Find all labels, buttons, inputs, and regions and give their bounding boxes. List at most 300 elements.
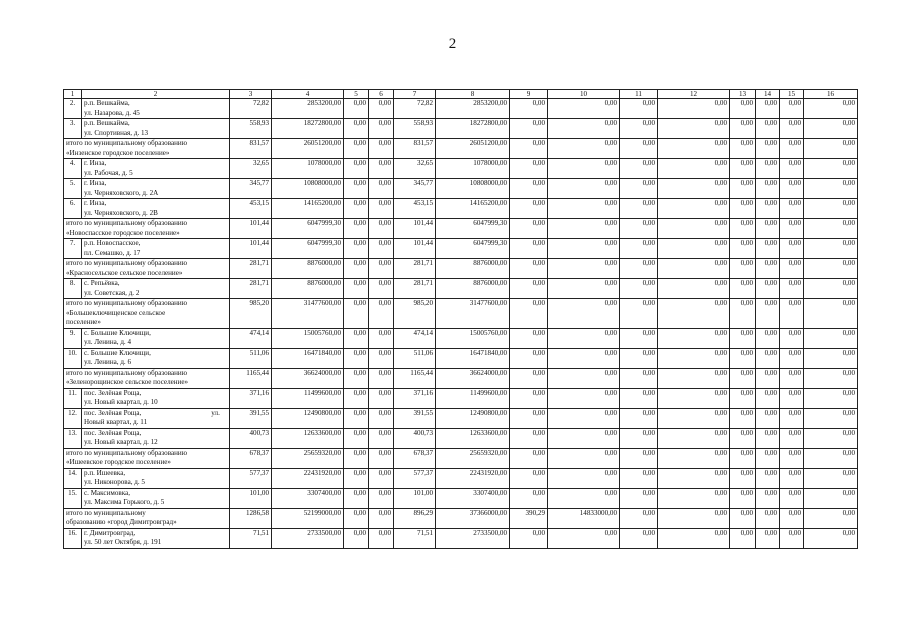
value-cell: 1078000,00 xyxy=(272,159,344,179)
value-cell: 0,00 xyxy=(344,199,369,219)
address-line: г. Инза, xyxy=(84,179,107,187)
value-cell: 0,00 xyxy=(804,388,858,408)
value-cell: 0,00 xyxy=(658,259,730,279)
value-cell: 0,00 xyxy=(804,279,858,299)
value-cell: 0,00 xyxy=(756,179,780,199)
column-number: 14 xyxy=(756,90,780,99)
address-line: с. Репьёвка, xyxy=(84,279,120,287)
value-cell: 0,00 xyxy=(804,299,858,329)
value-cell: 0,00 xyxy=(730,119,756,139)
label-line: «Большеключищенское сельское xyxy=(66,308,166,317)
value-cell: 0,00 xyxy=(658,408,730,428)
label-line: итого по муниципальному образованию xyxy=(66,259,187,267)
value-cell: 391,55 xyxy=(394,408,436,428)
value-cell: 0,00 xyxy=(804,159,858,179)
value-cell: 896,29 xyxy=(394,508,436,528)
value-cell: 0,00 xyxy=(344,508,369,528)
row-number: 7. xyxy=(64,239,82,259)
table-row xyxy=(64,239,858,259)
value-cell: 345,77 xyxy=(230,179,272,199)
value-cell: 558,93 xyxy=(394,119,436,139)
value-cell: 0,00 xyxy=(756,139,780,159)
value-cell: 36624000,00 xyxy=(436,368,510,388)
value-cell: 0,00 xyxy=(510,279,548,299)
address-line: ул. Черняховского, д. 2А xyxy=(84,188,159,197)
value-cell: 0,00 xyxy=(756,259,780,279)
value-cell: 0,00 xyxy=(510,408,548,428)
column-number: 3 xyxy=(230,90,272,99)
municipality-subtotal-label xyxy=(64,219,230,239)
value-cell: 453,15 xyxy=(394,199,436,219)
value-cell: 0,00 xyxy=(804,199,858,219)
value-cell: 0,00 xyxy=(756,279,780,299)
subtotal-row xyxy=(64,508,858,528)
value-cell: 0,00 xyxy=(804,119,858,139)
column-number: 6 xyxy=(369,90,394,99)
value-cell: 6047999,30 xyxy=(272,239,344,259)
value-cell: 0,00 xyxy=(548,368,620,388)
value-cell: 400,73 xyxy=(394,428,436,448)
value-cell: 0,00 xyxy=(344,468,369,488)
value-cell: 14833000,00 xyxy=(548,508,620,528)
value-cell: 558,93 xyxy=(230,119,272,139)
value-cell: 0,00 xyxy=(344,179,369,199)
value-cell: 0,00 xyxy=(510,348,548,368)
value-cell: 31477600,00 xyxy=(272,299,344,329)
value-cell: 0,00 xyxy=(369,348,394,368)
value-cell: 14165200,00 xyxy=(436,199,510,219)
value-cell: 18272800,00 xyxy=(272,119,344,139)
value-cell: 0,00 xyxy=(548,328,620,348)
address-line: ул. Максима Горького, д. 5 xyxy=(84,498,165,506)
value-cell: 0,00 xyxy=(780,139,804,159)
value-cell: 0,00 xyxy=(510,259,548,279)
subtotal-row xyxy=(64,368,858,388)
value-cell: 0,00 xyxy=(730,468,756,488)
value-cell: 0,00 xyxy=(780,468,804,488)
address-line: р.п. Ишеевка, xyxy=(84,468,126,477)
address-line: г. Инза, xyxy=(84,199,107,207)
value-cell: 18272800,00 xyxy=(436,119,510,139)
value-cell: 0,00 xyxy=(344,528,369,548)
value-cell: 0,00 xyxy=(620,368,658,388)
value-cell: 0,00 xyxy=(369,428,394,448)
municipality-subtotal-label xyxy=(64,368,230,388)
row-number: 2. xyxy=(64,99,82,119)
value-cell: 0,00 xyxy=(369,219,394,239)
value-cell: 0,00 xyxy=(756,528,780,548)
label-line: итого по муниципальному образованию xyxy=(66,448,187,457)
value-cell: 0,00 xyxy=(658,528,730,548)
value-cell: 0,00 xyxy=(780,388,804,408)
value-cell: 0,00 xyxy=(510,468,548,488)
value-cell: 0,00 xyxy=(756,299,780,329)
value-cell: 0,00 xyxy=(548,99,620,119)
table-row xyxy=(64,179,858,199)
value-cell: 1078000,00 xyxy=(436,159,510,179)
value-cell: 281,71 xyxy=(394,259,436,279)
value-cell: 0,00 xyxy=(620,279,658,299)
table-row xyxy=(64,199,858,219)
value-cell: 0,00 xyxy=(780,408,804,428)
table-row xyxy=(64,468,858,488)
value-cell: 0,00 xyxy=(730,239,756,259)
value-cell: 0,00 xyxy=(756,428,780,448)
value-cell: 15005760,00 xyxy=(436,328,510,348)
value-cell: 0,00 xyxy=(780,528,804,548)
value-cell: 678,37 xyxy=(394,448,436,468)
value-cell: 0,00 xyxy=(369,508,394,528)
municipality-subtotal-label xyxy=(64,508,230,528)
value-cell: 6047999,30 xyxy=(436,239,510,259)
table-row xyxy=(64,528,858,548)
value-cell: 11499600,00 xyxy=(272,388,344,408)
value-cell: 0,00 xyxy=(344,368,369,388)
value-cell: 0,00 xyxy=(510,388,548,408)
value-cell: 0,00 xyxy=(780,179,804,199)
value-cell: 0,00 xyxy=(756,468,780,488)
value-cell: 0,00 xyxy=(804,368,858,388)
value-cell: 0,00 xyxy=(730,279,756,299)
label-line: итого по муниципальному образованию xyxy=(66,299,187,307)
value-cell: 0,00 xyxy=(548,468,620,488)
address-line: ул. Черняховского, д. 2В xyxy=(84,208,158,217)
value-cell: 0,00 xyxy=(658,219,730,239)
value-cell: 32,65 xyxy=(230,159,272,179)
value-cell: 0,00 xyxy=(804,468,858,488)
value-cell: 0,00 xyxy=(658,199,730,219)
value-cell: 0,00 xyxy=(548,259,620,279)
value-cell: 101,44 xyxy=(394,239,436,259)
value-cell: 0,00 xyxy=(658,119,730,139)
row-number: 14. xyxy=(64,468,82,488)
value-cell: 8876000,00 xyxy=(272,259,344,279)
value-cell: 345,77 xyxy=(394,179,436,199)
address-line: ул. Ленина, д. 4 xyxy=(84,338,132,346)
address-line: ул. Новый квартал, д. 12 xyxy=(84,438,158,446)
value-cell: 0,00 xyxy=(369,408,394,428)
value-cell: 0,00 xyxy=(730,259,756,279)
value-cell: 0,00 xyxy=(510,448,548,468)
value-cell: 0,00 xyxy=(510,528,548,548)
label-line: итого по муниципальному образованию xyxy=(66,139,187,147)
value-cell: 0,00 xyxy=(658,279,730,299)
address-cell xyxy=(82,468,230,488)
page-number: 2 xyxy=(448,36,457,52)
value-cell: 0,00 xyxy=(780,239,804,259)
value-cell: 0,00 xyxy=(756,99,780,119)
value-cell: 0,00 xyxy=(548,179,620,199)
value-cell: 0,00 xyxy=(620,448,658,468)
value-cell: 0,00 xyxy=(658,368,730,388)
row-number: 15. xyxy=(64,488,82,508)
value-cell: 2733500,00 xyxy=(272,528,344,548)
value-cell: 0,00 xyxy=(510,368,548,388)
value-cell: 0,00 xyxy=(369,259,394,279)
value-cell: 101,44 xyxy=(230,239,272,259)
value-cell: 0,00 xyxy=(620,259,658,279)
value-cell: 0,00 xyxy=(510,99,548,119)
municipality-subtotal-label xyxy=(64,139,230,159)
value-cell: 0,00 xyxy=(344,139,369,159)
value-cell: 0,00 xyxy=(780,259,804,279)
value-cell: 72,82 xyxy=(394,99,436,119)
value-cell: 0,00 xyxy=(620,508,658,528)
address-line: р.п. Вешкайма, xyxy=(84,119,130,127)
value-cell: 0,00 xyxy=(369,488,394,508)
value-cell: 0,00 xyxy=(730,388,756,408)
column-number: 1 xyxy=(64,90,82,99)
value-cell: 0,00 xyxy=(369,119,394,139)
value-cell: 0,00 xyxy=(344,448,369,468)
value-cell: 0,00 xyxy=(804,219,858,239)
value-cell: 0,00 xyxy=(804,139,858,159)
value-cell: 22431920,00 xyxy=(272,468,344,488)
value-cell: 0,00 xyxy=(780,279,804,299)
address-cell xyxy=(82,528,230,548)
value-cell: 0,00 xyxy=(804,528,858,548)
value-cell: 0,00 xyxy=(548,239,620,259)
value-cell: 0,00 xyxy=(658,388,730,408)
value-cell: 0,00 xyxy=(369,448,394,468)
value-cell: 0,00 xyxy=(548,279,620,299)
value-cell: 0,00 xyxy=(620,159,658,179)
address-cell xyxy=(82,488,230,508)
address-line: ул. 50 лет Октября, д. 191 xyxy=(84,538,162,546)
value-cell: 0,00 xyxy=(780,199,804,219)
value-cell: 26051200,00 xyxy=(272,139,344,159)
value-cell: 0,00 xyxy=(804,328,858,348)
row-number: 11. xyxy=(64,388,82,408)
value-cell: 391,55 xyxy=(230,408,272,428)
value-cell: 16471840,00 xyxy=(272,348,344,368)
value-cell: 101,44 xyxy=(394,219,436,239)
value-cell: 0,00 xyxy=(548,199,620,219)
value-cell: 0,00 xyxy=(804,239,858,259)
address-cell xyxy=(82,119,230,139)
value-cell: 0,00 xyxy=(756,159,780,179)
value-cell: 0,00 xyxy=(658,139,730,159)
value-cell: 0,00 xyxy=(510,219,548,239)
value-cell: 0,00 xyxy=(344,488,369,508)
value-cell: 0,00 xyxy=(730,348,756,368)
value-cell: 0,00 xyxy=(344,328,369,348)
value-cell: 0,00 xyxy=(369,179,394,199)
value-cell: 0,00 xyxy=(344,299,369,329)
value-cell: 0,00 xyxy=(510,328,548,348)
value-cell: 0,00 xyxy=(620,328,658,348)
value-cell: 25659320,00 xyxy=(272,448,344,468)
address-line: ул. Новый квартал, д. 10 xyxy=(84,398,158,406)
value-cell: 0,00 xyxy=(658,299,730,329)
value-cell: 0,00 xyxy=(344,259,369,279)
value-cell: 0,00 xyxy=(804,408,858,428)
value-cell: 0,00 xyxy=(804,348,858,368)
value-cell: 0,00 xyxy=(548,408,620,428)
value-cell: 0,00 xyxy=(658,239,730,259)
address-cell xyxy=(82,348,230,368)
address-line: пос. Зелёная Роща, xyxy=(84,388,142,397)
value-cell: 6047999,30 xyxy=(436,219,510,239)
value-cell: 0,00 xyxy=(369,368,394,388)
value-cell: 2853200,00 xyxy=(272,99,344,119)
value-cell: 0,00 xyxy=(756,488,780,508)
value-cell: 0,00 xyxy=(658,328,730,348)
value-cell: 3307400,00 xyxy=(272,488,344,508)
value-cell: 0,00 xyxy=(730,328,756,348)
value-cell: 72,82 xyxy=(230,99,272,119)
table-row xyxy=(64,428,858,448)
address-cell xyxy=(82,239,230,259)
table-row xyxy=(64,119,858,139)
value-cell: 1165,44 xyxy=(394,368,436,388)
value-cell: 0,00 xyxy=(510,299,548,329)
row-number: 6. xyxy=(64,199,82,219)
value-cell: 0,00 xyxy=(756,448,780,468)
value-cell: 0,00 xyxy=(344,159,369,179)
value-cell: 0,00 xyxy=(730,528,756,548)
value-cell: 0,00 xyxy=(658,159,730,179)
value-cell: 281,71 xyxy=(230,259,272,279)
row-number: 12. xyxy=(64,408,82,428)
value-cell: 0,00 xyxy=(756,408,780,428)
value-cell: 12633600,00 xyxy=(272,428,344,448)
value-cell: 0,00 xyxy=(548,528,620,548)
value-cell: 0,00 xyxy=(620,408,658,428)
value-cell: 0,00 xyxy=(369,139,394,159)
address-line: с. Максимовка, xyxy=(84,488,131,497)
value-cell: 0,00 xyxy=(658,448,730,468)
value-cell: 0,00 xyxy=(510,239,548,259)
address-line: г. Димитровград, xyxy=(84,528,136,537)
value-cell: 0,00 xyxy=(780,119,804,139)
column-number: 11 xyxy=(620,90,658,99)
address-line: р.п. Вешкайма, xyxy=(84,99,130,107)
address-line: г. Инза, xyxy=(84,159,107,167)
value-cell: 0,00 xyxy=(730,159,756,179)
value-cell: 0,00 xyxy=(510,428,548,448)
value-cell: 0,00 xyxy=(730,199,756,219)
value-cell: 0,00 xyxy=(548,488,620,508)
address-line: ул. Рабочая, д. 5 xyxy=(84,168,133,177)
value-cell: 0,00 xyxy=(620,139,658,159)
value-cell: 0,00 xyxy=(780,99,804,119)
column-number: 15 xyxy=(780,90,804,99)
value-cell: 0,00 xyxy=(756,368,780,388)
value-cell: 2733500,00 xyxy=(436,528,510,548)
value-cell: 0,00 xyxy=(780,488,804,508)
address-line: пос. Зелёная Роща, xyxy=(84,408,142,417)
value-cell: 0,00 xyxy=(756,119,780,139)
value-cell: 0,00 xyxy=(780,508,804,528)
value-cell: 36624000,00 xyxy=(272,368,344,388)
value-cell: 71,51 xyxy=(394,528,436,548)
value-cell: 0,00 xyxy=(730,508,756,528)
table-row xyxy=(64,159,858,179)
address-line: ул. Ленина, д. 6 xyxy=(84,358,132,366)
value-cell: 0,00 xyxy=(804,488,858,508)
address-line: с. Большие Ключищи, xyxy=(84,328,151,337)
value-cell: 3307400,00 xyxy=(436,488,510,508)
value-cell: 0,00 xyxy=(344,99,369,119)
value-cell: 0,00 xyxy=(756,508,780,528)
value-cell: 0,00 xyxy=(780,448,804,468)
address-cell xyxy=(82,388,230,408)
value-cell: 0,00 xyxy=(658,468,730,488)
value-cell: 0,00 xyxy=(548,159,620,179)
column-number-row xyxy=(64,90,858,99)
value-cell: 0,00 xyxy=(369,328,394,348)
value-cell: 0,00 xyxy=(620,119,658,139)
value-cell: 8876000,00 xyxy=(436,279,510,299)
label-line: «Ишеевское городское поселение» xyxy=(66,458,171,466)
address-cell xyxy=(82,99,230,119)
value-cell: 0,00 xyxy=(620,528,658,548)
column-number: 10 xyxy=(548,90,620,99)
address-line: ул. Спортивная, д. 13 xyxy=(84,128,149,137)
value-cell: 281,71 xyxy=(394,279,436,299)
value-cell: 0,00 xyxy=(658,179,730,199)
value-cell: 831,57 xyxy=(394,139,436,159)
value-cell: 11499600,00 xyxy=(436,388,510,408)
value-cell: 0,00 xyxy=(620,488,658,508)
value-cell: 15005760,00 xyxy=(272,328,344,348)
value-cell: 37366000,00 xyxy=(436,508,510,528)
value-cell: 0,00 xyxy=(620,239,658,259)
value-cell: 26051200,00 xyxy=(436,139,510,159)
label-line: образованию «город Димитровград» xyxy=(66,518,177,526)
value-cell: 0,00 xyxy=(730,368,756,388)
value-cell: 101,44 xyxy=(230,219,272,239)
value-cell: 511,06 xyxy=(394,348,436,368)
table-row xyxy=(64,348,858,368)
value-cell: 0,00 xyxy=(804,508,858,528)
value-cell: 0,00 xyxy=(780,299,804,329)
value-cell: 0,00 xyxy=(344,428,369,448)
row-number: 8. xyxy=(64,279,82,299)
value-cell: 0,00 xyxy=(620,219,658,239)
address-line: ул. xyxy=(211,408,220,417)
value-cell: 0,00 xyxy=(548,299,620,329)
value-cell: 0,00 xyxy=(369,279,394,299)
column-number: 4 xyxy=(272,90,344,99)
value-cell: 8876000,00 xyxy=(436,259,510,279)
address-line: р.п. Новоспасское, xyxy=(84,239,141,247)
subtotal-row xyxy=(64,448,858,468)
value-cell: 831,57 xyxy=(230,139,272,159)
row-number: 5. xyxy=(64,179,82,199)
value-cell: 0,00 xyxy=(780,348,804,368)
value-cell: 22431920,00 xyxy=(436,468,510,488)
value-cell: 0,00 xyxy=(344,408,369,428)
value-cell: 0,00 xyxy=(658,348,730,368)
value-cell: 0,00 xyxy=(756,348,780,368)
address-cell xyxy=(82,179,230,199)
value-cell: 6047999,30 xyxy=(272,219,344,239)
value-cell: 371,16 xyxy=(394,388,436,408)
value-cell: 0,00 xyxy=(780,368,804,388)
value-cell: 0,00 xyxy=(730,299,756,329)
table-row xyxy=(64,408,858,428)
label-line: итого по муниципальному xyxy=(66,508,146,517)
value-cell: 0,00 xyxy=(756,388,780,408)
value-cell: 0,00 xyxy=(780,159,804,179)
subtotal-row xyxy=(64,259,858,279)
value-cell: 0,00 xyxy=(730,408,756,428)
value-cell: 0,00 xyxy=(780,328,804,348)
value-cell: 281,71 xyxy=(230,279,272,299)
address-line: ул. Никонорова, д. 5 xyxy=(84,478,145,486)
